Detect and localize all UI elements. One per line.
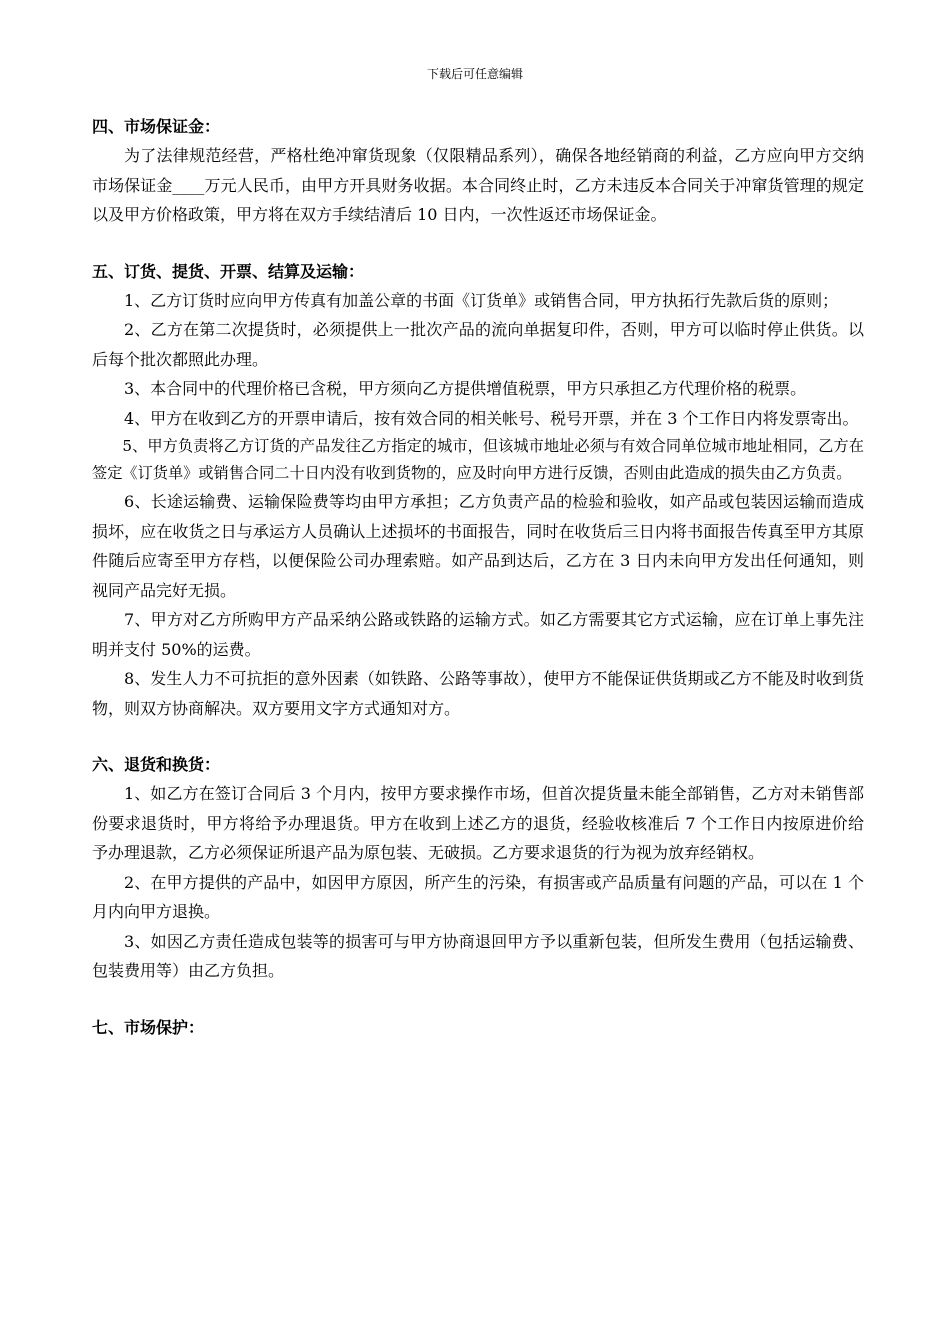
paragraph: 8、发生人力不可抗拒的意外因素（如铁路、公路等事故），使甲方不能保证供货期或乙方不能及时收到货物，则双方协商解决。双方要用文字方式通知对方。: [92, 669, 864, 718]
paragraph: 4、甲方在收到乙方的开票申请后，按有效合同的相关帐号、税号开票，并在 3 个工作日内将发票寄出。: [124, 408, 859, 428]
document-body: [92, 112, 864, 1042]
paragraph: 6、长途运输费、运输保险费等均由甲方承担；乙方负责产品的检验和验收，如产品或包装因运输而造成损坏，应在收货之日与承运方人员确认上述损坏的书面报告，同时在收货后三日内将书面报告传真至甲方其原件随后应寄至甲方存档，以便保险公司办理索赔。如产品到达后，乙方在 3 日内未向甲方发出任何通知，则视同产品完好无损。: [92, 492, 864, 600]
section-title: 五、订货、提货、开票、结算及运输：: [92, 261, 365, 281]
section-market-protection: [92, 1013, 864, 1042]
section-ordering: [92, 257, 864, 724]
section-returns: [92, 750, 864, 986]
paragraph: 5、甲方负责将乙方订货的产品发往乙方指定的城市，但该城市地址必须与有效合同单位城市地址相同，乙方在签定《订货单》或销售合同二十日内没有收到货物的，应及时向甲方进行反馈，否则由此造成的损失由乙方负责。: [92, 437, 864, 482]
paragraph: 1、乙方订货时应向甲方传真有加盖公章的书面《订货单》或销售合同，甲方执拓行先款后货的原则；: [124, 290, 839, 310]
paragraph: 1、如乙方在签订合同后 3 个月内，按甲方要求操作市场，但首次提货量未能全部销售，乙方对未销售部份要求退货时，甲方将给予办理退货。甲方在收到上述乙方的退货，经验收核准后 7 个工作日内按原进价给予办理退款，乙方必须保证所退产品为原包装、无破损。乙方要求退货的行为视为放弃经销权。: [92, 784, 864, 862]
paragraph: 3、本合同中的代理价格已含税，甲方须向乙方提供增值税票，甲方只承担乙方代理价格的税票。: [124, 379, 807, 398]
paragraph: 7、甲方对乙方所购甲方产品采纳公路或铁路的运输方式。如乙方需要其它方式运输，应在订单上事先注明并支付 50%的运费。: [92, 610, 864, 659]
section-title: 六、退货和换货：: [92, 755, 221, 774]
paragraph: 为了法律规范经营，严格杜绝冲窜货现象（仅限精品系列），确保各地经销商的利益，乙方应向甲方交纳市场保证金____万元人民币，由甲方开具财务收据。本合同终止时，乙方未违反本合同关于冲窜货管理的规定以及甲方价格政策，甲方将在双方手续结清后 10 日内，一次性返还市场保证金。: [92, 146, 864, 224]
section-title: 七、市场保护：: [92, 1017, 205, 1037]
paragraph: 3、如因乙方责任造成包装等的损害可与甲方协商退回甲方予以重新包装，但所发生费用（包括运输费、包装费用等）由乙方负担。: [92, 931, 864, 980]
section-title: 四、市场保证金：: [92, 117, 221, 136]
section-deposit: [92, 112, 864, 230]
header-note: 下载后可任意编辑: [426, 67, 523, 81]
paragraph: 2、在甲方提供的产品中，如因甲方原因，所产生的污染，有损害或产品质量有问题的产品，可以在 1 个月内向甲方退换。: [92, 872, 864, 921]
paragraph: 2、乙方在第二次提货时，必须提供上一批次产品的流向单据复印件，否则，甲方可以临时停止供货。以后每个批次都照此办理。: [92, 320, 864, 369]
